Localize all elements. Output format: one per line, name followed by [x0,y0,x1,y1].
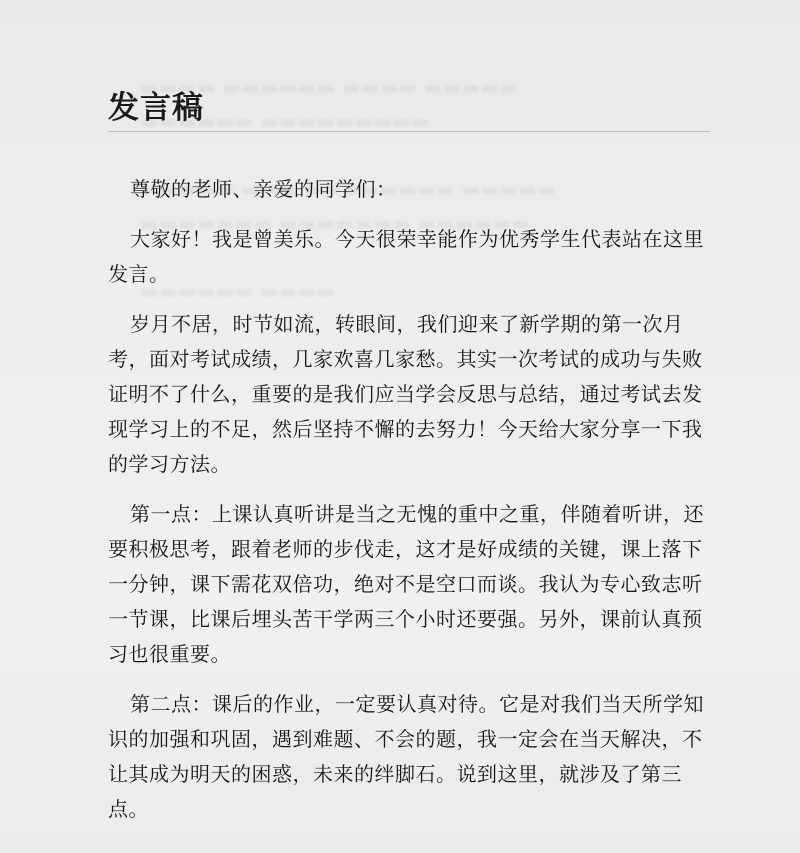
paragraph-point-two: 第二点：课后的作业，一定要认真对待。它是对我们当天所学知识的加强和巩固，遇到难题、不会的题，我一定会在当天解决，不让其成为明天的困惑，未来的绊脚石。说到这里，就涉及了第三点。 [108,692,704,821]
paragraph-point-one: 第一点：上课认真听讲是当之无愧的重中之重，伴随着听讲，还要积极思考，跟着老师的步伐走，这才是好成绩的关键，课上落下一分钟，课下需花双倍功，绝对不是空口而谈。我认为专心致志听一节课，比课后埋头苦干学两三个小时还要强。另外，课前认真预习也很重要。 [108,502,704,666]
title-divider [108,131,710,132]
paragraph-intro: 大家好！我是曾美乐。今天很荣幸能作为优秀学生代表站在这里发言。 [108,227,704,286]
paragraph-reflection: 岁月不居，时节如流，转眼间，我们迎来了新学期的第一次月考，面对考试成绩，几家欢喜几家愁。其实一次考试的成功与失败证明不了什么，重要的是我们应当学会反思与总结，通过考试去发现学习上的不足，然后坚持不懈的去努力！今天给大家分享一下我的学习方法。 [108,312,703,476]
speech-body [108,172,718,842]
document-title: 发言稿 [108,90,204,126]
greeting-line: 尊敬的老师、亲爱的同学们： [130,177,397,201]
